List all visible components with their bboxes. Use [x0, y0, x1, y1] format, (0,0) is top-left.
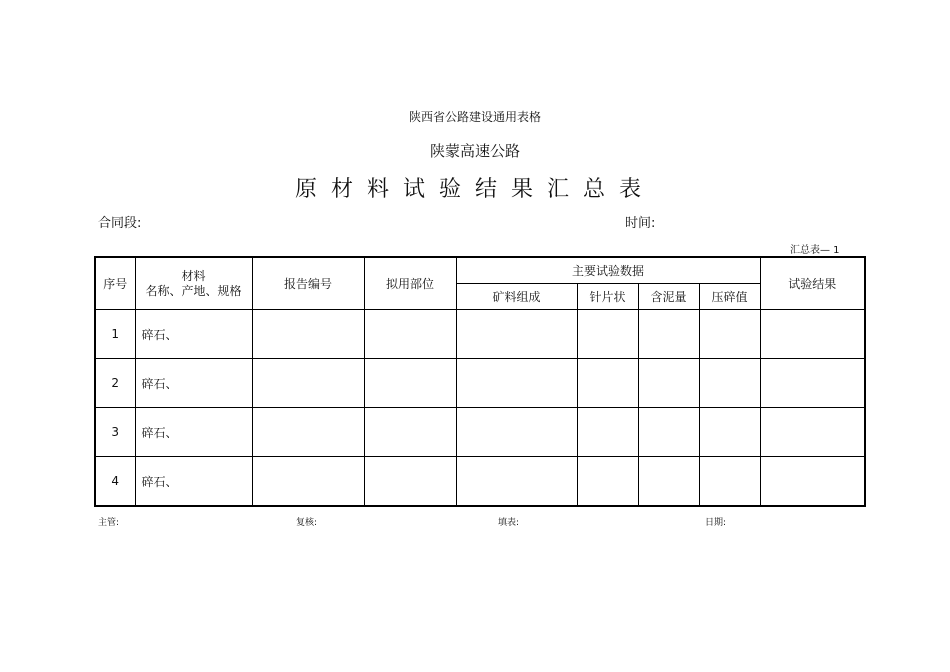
filler-label: 填表: — [498, 518, 520, 528]
table-row — [95, 408, 865, 457]
row-crushing — [699, 457, 760, 507]
table-row — [95, 359, 865, 408]
form-number: 汇总表— 1 — [790, 245, 840, 256]
row-flaky — [577, 457, 638, 507]
row-intended-use — [364, 457, 456, 507]
row-crushing — [699, 310, 760, 359]
contract-section-label: 合同段: — [98, 216, 142, 231]
header-crushing: 压碎值 — [699, 284, 760, 310]
header-seq: 序号 — [95, 257, 135, 310]
row-material: 碎石、 — [135, 457, 252, 507]
date-label: 日期: — [705, 518, 727, 528]
table-row — [95, 310, 865, 359]
header-result: 试验结果 — [760, 257, 865, 310]
reviewer-label: 复核: — [296, 518, 318, 528]
row-gradation — [456, 457, 577, 507]
row-report-no — [252, 408, 364, 457]
row-report-no — [252, 310, 364, 359]
header-flaky: 针片状 — [577, 284, 638, 310]
row-result — [760, 408, 865, 457]
row-report-no — [252, 457, 364, 507]
header-report-no: 报告编号 — [252, 257, 364, 310]
header-intended-use: 拟用部位 — [364, 257, 456, 310]
row-result — [760, 457, 865, 507]
row-flaky — [577, 359, 638, 408]
project-name: 陕蒙高速公路 — [429, 142, 520, 160]
row-seq: 2 — [95, 359, 135, 408]
header-gradation: 矿料组成 — [456, 284, 577, 310]
row-gradation — [456, 408, 577, 457]
row-intended-use — [364, 359, 456, 408]
row-gradation — [456, 359, 577, 408]
row-material: 碎石、 — [135, 359, 252, 408]
table-row — [95, 457, 865, 507]
row-intended-use — [364, 408, 456, 457]
row-report-no — [252, 359, 364, 408]
row-mud — [638, 408, 699, 457]
header-row-1 — [95, 257, 865, 284]
row-mud — [638, 310, 699, 359]
row-crushing — [699, 408, 760, 457]
row-material: 碎石、 — [135, 408, 252, 457]
row-mud — [638, 457, 699, 507]
row-seq: 1 — [95, 310, 135, 359]
row-result — [760, 359, 865, 408]
row-gradation — [456, 310, 577, 359]
header-material — [135, 257, 252, 310]
row-flaky — [577, 310, 638, 359]
header-material-line2: 名称、产地、规格 — [145, 283, 242, 298]
document-title: 原材料试验结果汇总表 — [294, 177, 655, 202]
header-mud: 含泥量 — [638, 284, 699, 310]
row-crushing — [699, 359, 760, 408]
row-flaky — [577, 408, 638, 457]
row-intended-use — [364, 310, 456, 359]
form-series-title: 陕西省公路建设通用表格 — [408, 110, 541, 124]
time-label: 时间: — [625, 216, 656, 231]
header-material-line1: 材料 — [181, 268, 206, 283]
row-mud — [638, 359, 699, 408]
row-material: 碎石、 — [135, 310, 252, 359]
row-seq: 3 — [95, 408, 135, 457]
summary-table — [94, 256, 866, 507]
header-main-data: 主要试验数据 — [456, 257, 760, 284]
row-seq: 4 — [95, 457, 135, 507]
supervisor-label: 主管: — [98, 518, 120, 528]
row-result — [760, 310, 865, 359]
